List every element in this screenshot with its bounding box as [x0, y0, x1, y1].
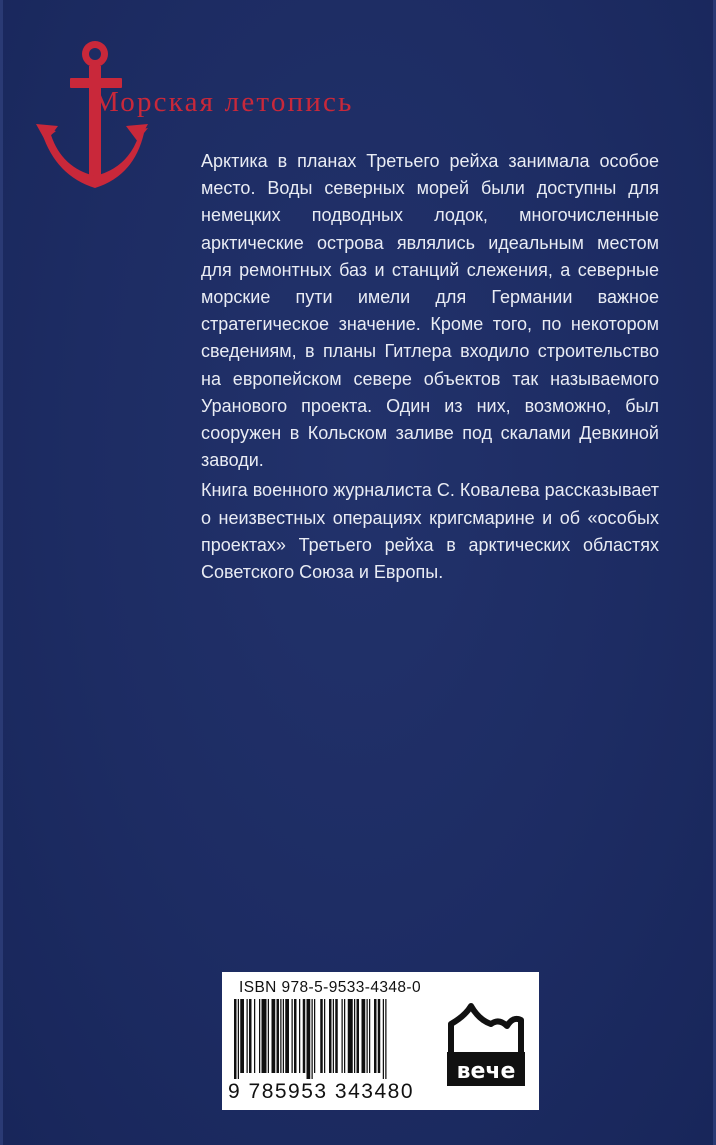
series-title: Морская летопись: [93, 86, 354, 118]
isbn-label: ISBN 978-5-9533-4348-0: [239, 979, 421, 996]
barcode-icon: [232, 999, 426, 1079]
barcode-digits: 9 785953 343480: [228, 1080, 414, 1103]
barcode-panel: [222, 972, 539, 1110]
blurb-text: [201, 148, 659, 586]
logo-text: вече: [456, 1059, 516, 1084]
blurb-paragraph-2: Книга военного журналиста С. Ковалева рассказывает о неизвестных операциях кригсмарине и об «особых проектах» Третьего рейха в арктических областях Советского Союза и Европы.: [201, 480, 659, 583]
blurb-paragraph-1: Арктика в планах Третьего рейха занимала особое место. Воды северных морей были доступны для немецких подводных лодок, многочисленные арктические острова являлись идеальным местом для ремонтных баз и станций слежения, а северные морские пути имели для Германии важное стратегическое значение. Кроме того, по некотором сведениям, в планы Гитлера входило строительство на европейском севере объектов так называемого Уранового проекта. Один из них, возможно, был сооружен в Кольском заливе под скалами Девкиной заводи.: [201, 151, 659, 471]
veche-logo-icon: [435, 994, 531, 1090]
